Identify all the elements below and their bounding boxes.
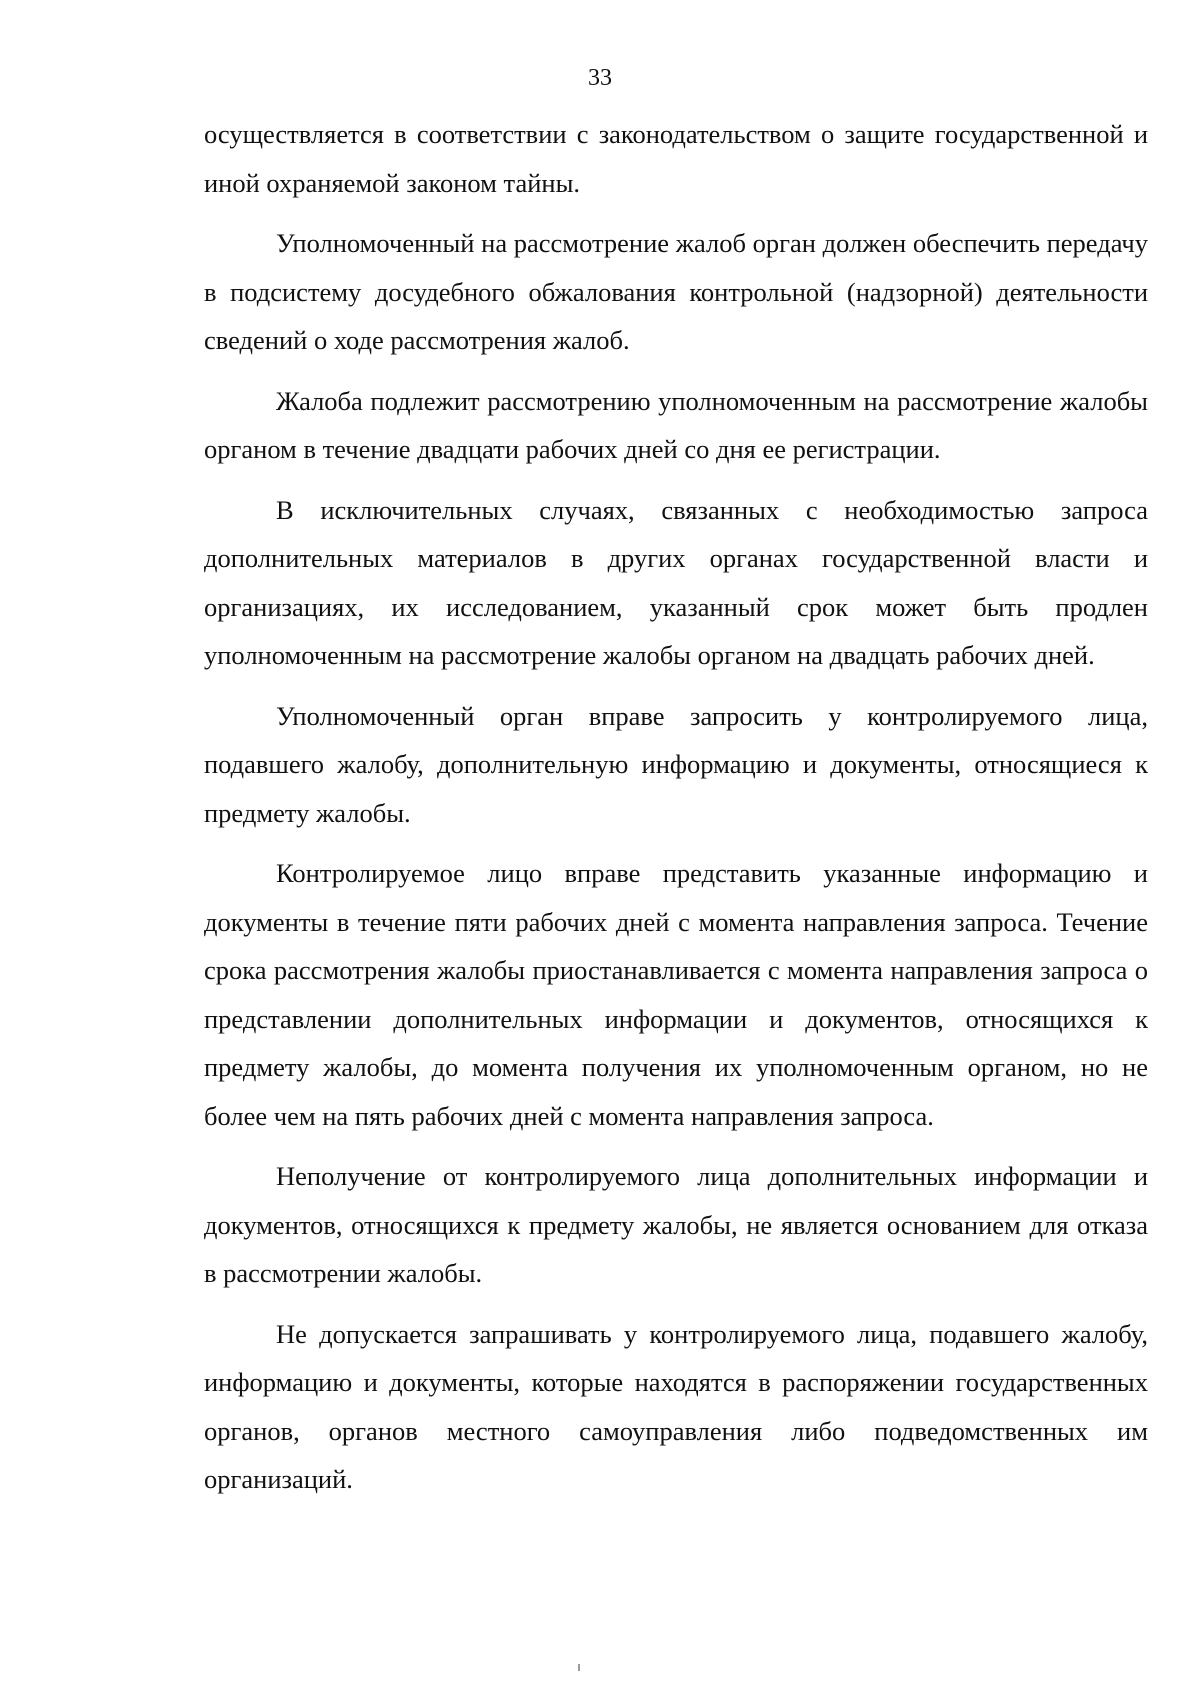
paragraph: Не допускается запрашивать у контролируемого лица, подавшего жалобу, информацию и документы, которые находятся в распоряжении государственных органов, органов местного самоуправления либо подведомственных им организаций. (204, 1318, 1148, 1494)
paragraph: Уполномоченный орган вправе запросить у контролируемого лица, подавшего жалобу, дополнительную информацию и документы, относящиеся к предмету жалобы. (204, 700, 1148, 828)
paragraph: Жалоба подлежит рассмотрению уполномоченным на рассмотрение жалобы органом в течение двадцати рабочих дней со дня ее регистрации. (204, 385, 1148, 464)
paragraph: Контролируемое лицо вправе представить указанные информацию и документы в течение пяти рабочих дней с момента направления запроса. Течение срока рассмотрения жалобы приостанавливается с момента направления запроса о представлении дополнительных информации и документов, относящихся к предмету жалобы, до момента получения их уполномоченным органом, но не более чем на пять рабочих дней с момента направления запроса. (204, 858, 1148, 1131)
paragraph: Уполномоченный на рассмотрение жалоб орган должен обеспечить передачу в подсистему досудебного обжалования контрольной (надзорной) деятельности сведений о ходе рассмотрения жалоб. (204, 228, 1148, 355)
document-body (204, 110, 1148, 1516)
paragraph: В исключительных случаях, связанных с необходимостью запроса дополнительных материалов в других органах государственной власти и организациях, их исследованием, указанный срок может быть продлен уполномоченным на рассмотрение жалобы органом на двадцать рабочих дней. (204, 494, 1148, 670)
paragraph-continuation: осуществляется в соответствии с законодательством о защите государственной и иной охраняемой законом тайны. (204, 119, 1148, 198)
paragraph: Неполучение от контролируемого лица дополнительных информации и документов, относящихся к предмету жалобы, не является основанием для отказа в рассмотрении жалобы. (204, 1161, 1148, 1288)
page-number: 33 (588, 65, 612, 91)
scan-artifact (578, 1664, 580, 1671)
